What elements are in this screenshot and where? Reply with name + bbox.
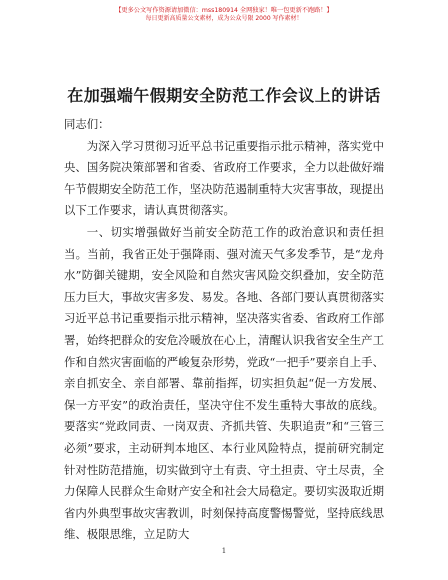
page-number: 1 — [221, 547, 227, 555]
paragraph-intro: 为深入学习贯彻习近平总书记重要指示批示精神，落实党中央、国务院决策部署和省委、省政府工作要求，全力以赴做好端午节假期安全防范工作，坚决防范遏制重特大灾害事故，现提出以下工作要求，请认真贯彻落实。 — [64, 138, 384, 218]
banner-line-1: 【更多公文写作资源请加微信：mss180914 全网独家！唯一包更新不跑路！】 — [115, 7, 333, 14]
promo-banner — [0, 7, 448, 23]
banner-line-2: 每日更新高质量公文素材，成为公众号限 2000 写作素材！ — [145, 15, 303, 22]
greeting: 同志们： — [64, 117, 110, 131]
document-body — [64, 114, 384, 546]
document-title: 在加强端午假期安全防范工作会议上的讲话 — [67, 86, 381, 105]
paragraph-section-1: 一、切实增强做好当前安全防范工作的政治意识和责任担当。当前，我省正处于强降雨、强对流天气多发季节，是“龙舟水”防御关键期，安全风险和自然灾害风险交织叠加，安全防范压力巨大，事故灾害多发、易发。各地、各部门要认真贯彻落实习近平总书记重要指示批示精神，坚决落实省委、省政府工作部署，始终把群众的安危冷暖放在心上，清醒认识我省安全生产工作和自然灾害面临的严峻复杂形势，党政“一把手”要亲自上手、亲自抓安全、亲自部署、靠前指挥，切实担负起“促一方发展、保一方平安”的政治责任，坚决守住不发生重特大事故的底线。要落实“党政同责、一岗双责、齐抓共管、失职追责”和“三管三必须”要求，主动研判本地区、本行业风险特点，提前研究制定针对性防范措施，切实做到守土有责、守土担责、守土尽责，全力保障人民群众生命财产安全和社会大局稳定。要切实汲取近期省内外典型事故灾害教训，时刻保持高度警惕警觉，坚持底线思维、极限思维，立足防大 — [64, 224, 384, 542]
